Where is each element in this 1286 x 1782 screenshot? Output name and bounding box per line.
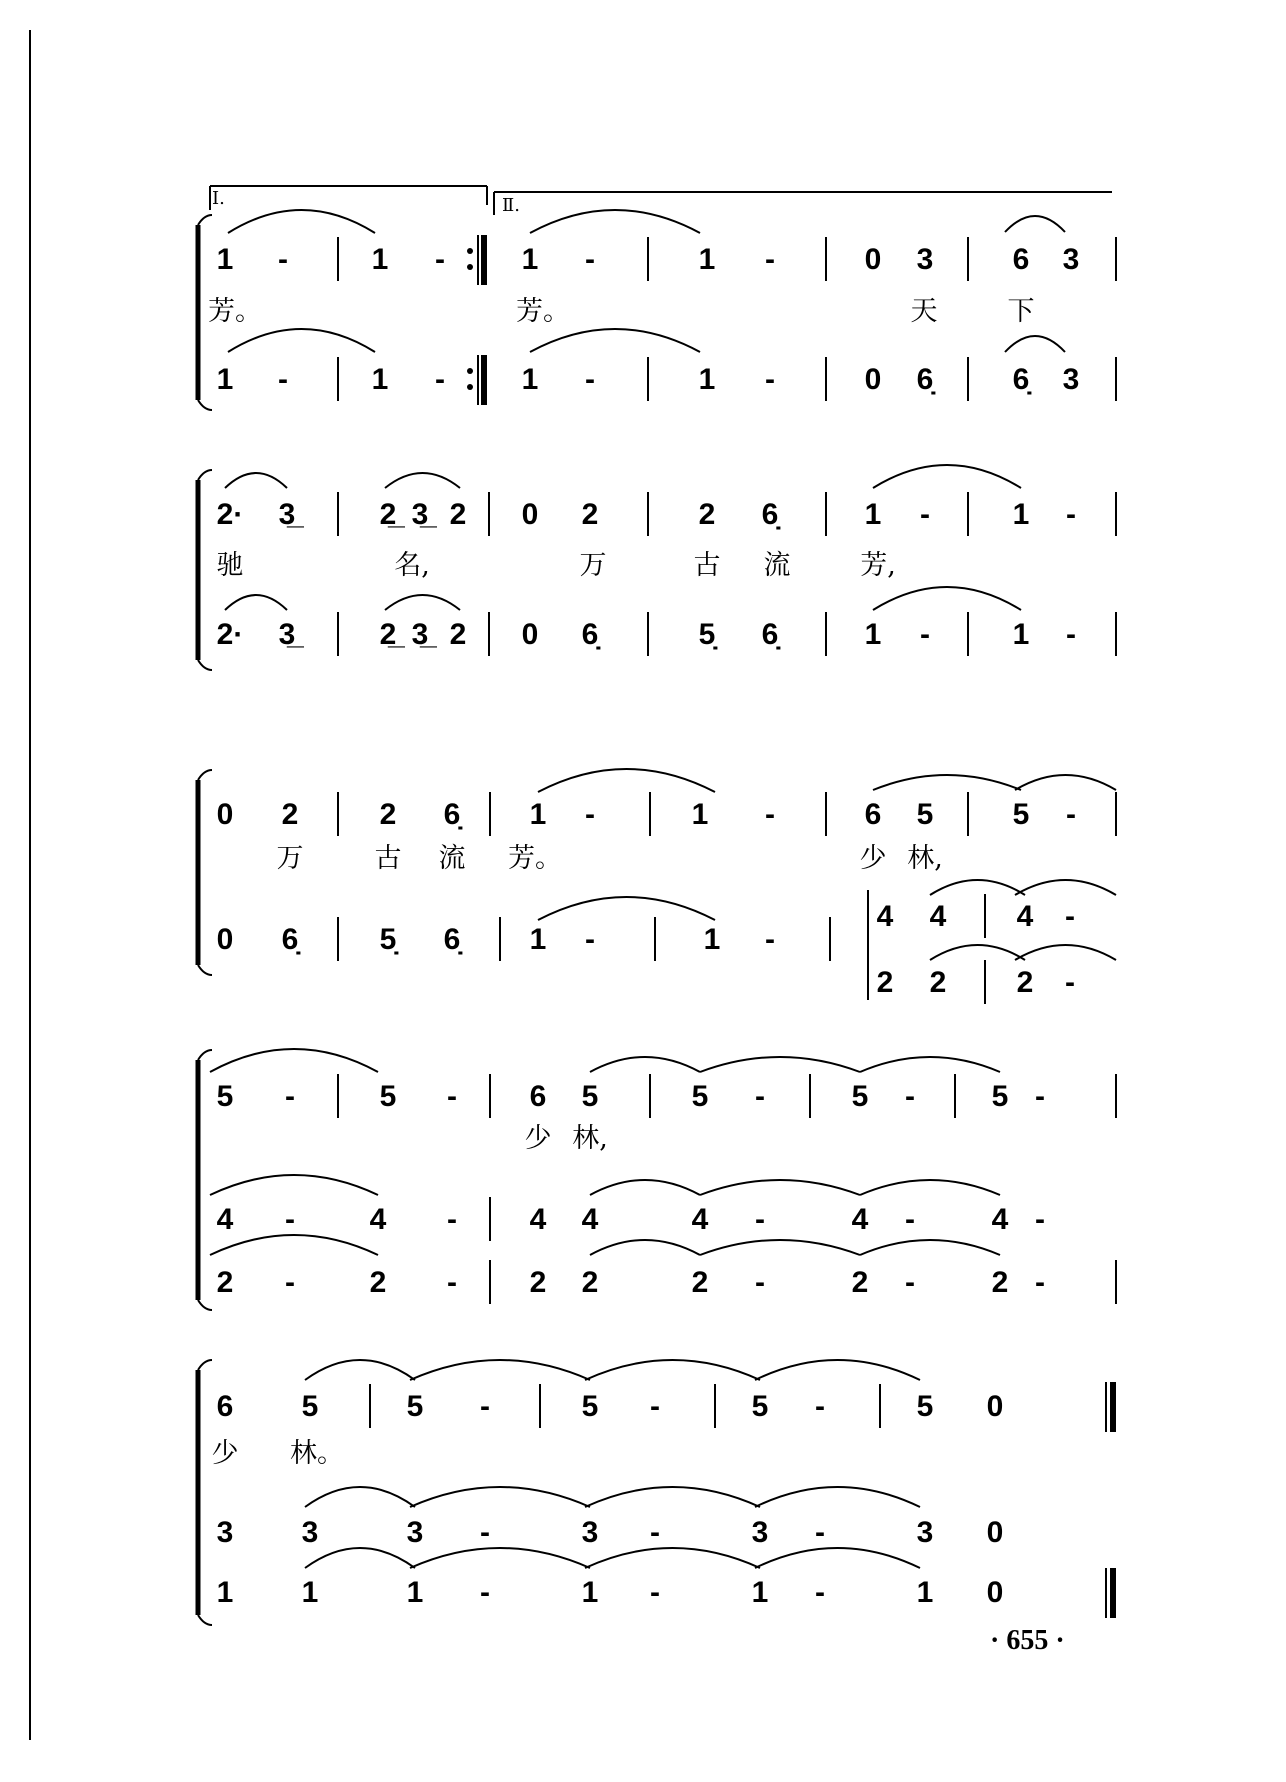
slur [700,1057,860,1072]
note-digit: - [765,243,775,276]
note-digit: - [765,923,775,956]
note-digit: 5 [1012,798,1030,831]
note-digit: 1 [371,243,389,276]
note-digit: - [585,243,595,276]
note-digit: 1 [529,798,547,831]
note-digit: 2 [581,498,599,531]
note-digit: 0 [521,618,539,651]
note-digit: 3̲ [278,498,296,531]
note-digit: 5 [851,1080,869,1113]
note-digit: - [755,1080,765,1113]
slur [700,1240,860,1255]
note-digit: - [1066,798,1076,831]
note-digit: 0 [986,1516,1004,1549]
slur [305,1487,415,1507]
slur [585,1487,760,1507]
note-digit: 2 [581,1266,599,1299]
note-digit: 2 [929,966,947,999]
note-digit: 2 [691,1266,709,1299]
slur [1005,336,1065,352]
note-digit: 1 [1012,498,1030,531]
repeat-dot [467,384,473,390]
note-digit: - [447,1080,457,1113]
note-digit: 3̲ [411,498,429,531]
slur [410,1360,590,1380]
note-digit: 6̣ [443,798,461,831]
lyric-syllable: 林, [572,1123,608,1154]
note-digit: 5 [379,1080,397,1113]
note-digit: 1 [371,363,389,396]
note-digit: - [755,1203,765,1236]
page-number: · 655 · [990,1625,1065,1656]
note-digit: - [278,243,288,276]
note-digit: 4 [876,900,894,933]
lyric-syllable: 天 [910,296,938,327]
note-digit: - [480,1390,490,1423]
note-digit: 0 [986,1576,1004,1609]
note-digit: 1 [216,363,234,396]
note-digit: - [755,1266,765,1299]
note-digit: - [650,1576,660,1609]
note-digit: 3 [916,1516,934,1549]
lyric-syllable: 芳, [860,550,896,581]
note-digit: 2· [216,618,244,651]
slur [385,473,460,488]
note-digit: - [285,1080,295,1113]
note-digit: 6̣ [761,498,779,531]
note-digit: 1 [521,243,539,276]
note-digit: 1 [521,363,539,396]
slur [228,210,375,233]
lyric-syllable: 芳。 [516,296,570,327]
slur [1015,775,1116,790]
note-digit: 2 [449,498,467,531]
note-digit: 2 [1016,966,1034,999]
slur [860,1240,1000,1255]
note-digit: - [920,498,930,531]
note-digit: 3 [1062,363,1080,396]
note-digit: 4 [991,1203,1009,1236]
note-digit: 2 [991,1266,1009,1299]
repeat-dot [467,264,473,270]
note-digit: - [1066,618,1076,651]
slur [585,1548,760,1568]
note-digit: 0 [864,243,882,276]
note-digit: 1 [691,798,709,831]
slur [1005,216,1065,232]
note-digit: 2 [851,1266,869,1299]
slur [228,329,375,352]
note-digit: 2 [379,798,397,831]
note-digit: 6̣ [281,923,299,956]
note-digit: - [447,1266,457,1299]
slur [410,1548,590,1568]
note-digit: 1 [864,498,882,531]
repeat-dot [467,368,473,374]
slur [873,465,1021,488]
note-digit: 0 [216,798,234,831]
slur [590,1180,700,1195]
note-digit: 0 [986,1390,1004,1423]
note-digit: 4 [581,1203,599,1236]
note-digit: 6̣ [1012,363,1030,396]
slur [410,1487,590,1507]
note-digit: 1 [1012,618,1030,651]
note-digit: - [447,1203,457,1236]
note-digit: 5̣ [379,923,397,956]
note-digit: 0 [521,498,539,531]
slur [210,1235,378,1255]
slur [930,945,1025,960]
note-digit: 3 [581,1516,599,1549]
note-digit: 5 [406,1390,424,1423]
note-digit: - [650,1516,660,1549]
note-digit: 1 [751,1576,769,1609]
slur [385,595,460,610]
note-digit: - [650,1390,660,1423]
note-digit: 2 [876,966,894,999]
note-digit: 3 [406,1516,424,1549]
slur [538,897,715,920]
note-digit: 5 [991,1080,1009,1113]
note-digit: 2 [698,498,716,531]
lyric-syllable: 少 [524,1123,552,1154]
slur [538,769,715,792]
note-digit: - [815,1576,825,1609]
note-digit: 0 [864,363,882,396]
note-digit: - [815,1390,825,1423]
note-digit: - [905,1080,915,1113]
slur [755,1360,920,1380]
note-digit: 6 [216,1390,234,1423]
lyric-syllable: 流 [438,843,466,874]
note-digit: - [1035,1203,1045,1236]
lyric-syllable: 林, [907,843,943,874]
slur [930,880,1025,895]
note-digit: 4 [851,1203,869,1236]
slur [755,1487,920,1507]
note-digit: 6̣ [581,618,599,651]
note-digit: 4 [691,1203,709,1236]
note-digit: 4 [929,900,947,933]
note-digit: 5 [691,1080,709,1113]
slur [305,1548,415,1568]
note-digit: 3̲ [278,618,296,651]
note-digit: 2· [216,498,244,531]
note-digit: - [585,363,595,396]
note-digit: - [480,1576,490,1609]
note-digit: 5 [216,1080,234,1113]
lyric-syllable: 古 [374,843,402,874]
slur [860,1180,1000,1195]
lyric-syllable: 流 [763,550,791,581]
note-digit: - [435,243,445,276]
note-digit: - [1035,1080,1045,1113]
note-digit: - [435,363,445,396]
note-digit: 0 [216,923,234,956]
note-digit: - [285,1203,295,1236]
note-digit: - [1065,966,1075,999]
slur [225,473,287,488]
lyric-syllable: 古 [693,550,721,581]
note-digit: 6̣ [443,923,461,956]
slur [225,595,287,610]
note-digit: 5 [916,798,934,831]
note-digit: 4 [216,1203,234,1236]
repeat-dot [467,248,473,254]
note-digit: 6 [529,1080,547,1113]
slur [530,210,700,233]
note-digit: 5̣ [698,618,716,651]
note-digit: 5 [751,1390,769,1423]
note-digit: 5 [581,1390,599,1423]
note-digit: 1 [864,618,882,651]
slur [590,1240,700,1255]
note-digit: 4 [529,1203,547,1236]
note-digit: 6̣ [761,618,779,651]
note-digit: - [920,618,930,651]
note-digit: - [278,363,288,396]
lyric-syllable: 下 [1007,296,1035,327]
note-digit: 3 [216,1516,234,1549]
first-ending-label: Ⅰ. [212,188,225,209]
slur [305,1360,415,1380]
slur [590,1057,700,1072]
lyric-syllable: 万 [276,843,304,874]
lyric-syllable: 万 [579,550,607,581]
lyric-syllable: 驰 [216,550,244,581]
note-digit: 1 [698,243,716,276]
note-digit: 1 [703,923,721,956]
lyric-syllable: 少 [859,843,887,874]
note-digit: 2̲ [379,618,397,651]
note-digit: - [585,798,595,831]
slur [585,1360,760,1380]
note-digit: 2 [216,1266,234,1299]
note-digit: 3 [301,1516,319,1549]
lyric-syllable: 芳。 [508,843,562,874]
note-digit: - [765,798,775,831]
slur [530,329,700,352]
note-digit: 1 [301,1576,319,1609]
note-digit: 4 [1016,900,1034,933]
note-digit: 6 [864,798,882,831]
note-digit: - [815,1516,825,1549]
note-digit: - [480,1516,490,1549]
note-digit: 1 [216,243,234,276]
note-digit: 6 [1012,243,1030,276]
slur [210,1175,378,1195]
slur [860,1057,1000,1072]
note-digit: 2 [449,618,467,651]
note-digit: - [585,923,595,956]
note-digit: 1 [216,1576,234,1609]
note-digit: 2 [369,1266,387,1299]
slur [1015,945,1116,960]
note-digit: - [1065,900,1075,933]
slur [1015,880,1116,895]
note-digit: 2 [529,1266,547,1299]
note-digit: 1 [529,923,547,956]
note-digit: 3̲ [411,618,429,651]
note-digit: 3 [1062,243,1080,276]
slur [873,587,1021,610]
note-digit: - [905,1266,915,1299]
note-digit: 3 [916,243,934,276]
note-digit: 1 [698,363,716,396]
slur [210,1049,378,1072]
slur [873,775,1021,790]
note-digit: - [905,1203,915,1236]
note-digit: 2 [281,798,299,831]
note-digit: 1 [406,1576,424,1609]
note-digit: - [1035,1266,1045,1299]
note-digit: 2̲ [379,498,397,531]
note-digit: 5 [916,1390,934,1423]
note-digit: 5 [301,1390,319,1423]
lyric-syllable: 芳。 [208,296,262,327]
slur [700,1180,860,1195]
lyric-syllable: 林。 [290,1438,344,1469]
note-digit: 1 [581,1576,599,1609]
note-digit: 6̣ [916,363,934,396]
note-digit: - [285,1266,295,1299]
note-digit: - [765,363,775,396]
note-digit: 4 [369,1203,387,1236]
lyric-syllable: 名, [394,550,430,581]
note-digit: 3 [751,1516,769,1549]
note-digit: - [1066,498,1076,531]
lyric-syllable: 少 [211,1438,239,1469]
note-digit: 1 [916,1576,934,1609]
slur [755,1548,920,1568]
second-ending-label: Ⅱ. [502,195,520,216]
note-digit: 5 [581,1080,599,1113]
